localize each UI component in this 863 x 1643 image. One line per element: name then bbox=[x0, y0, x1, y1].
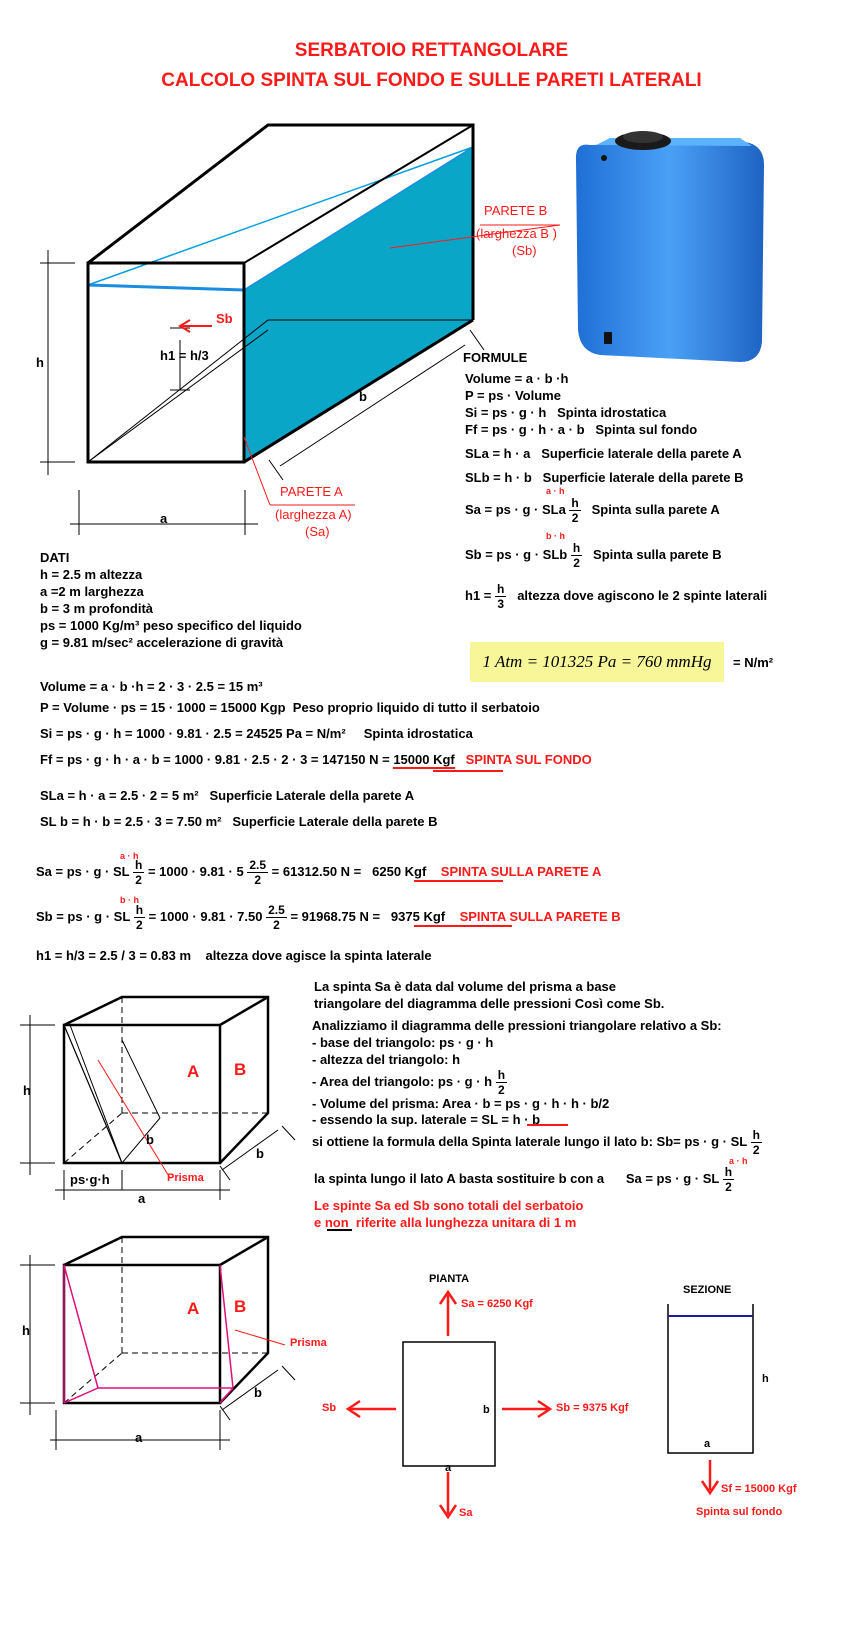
spieg-l9: si ottiene la formula della Spinta laterale lungo il lato b: Sb= ps · g · SL $\frac{h}{2}$ bbox=[312, 1128, 760, 1157]
dati-heading: DATI bbox=[40, 550, 70, 565]
d2-h: h bbox=[23, 1083, 31, 1098]
pianta-sb-left: Sb bbox=[322, 1402, 337, 1414]
calc-sb: Sb = ps · g · SL $\frac{h}{2}$ = 1000 · 9.81 · 7.50 $\frac{2.5}{2}$ = 91968.75 N = 9375 Kgf SPINTA SULLA PARETE B bbox=[36, 903, 621, 932]
sezione-title: SEZIONE bbox=[683, 1284, 732, 1296]
label-larghezza-b: (larghezza B ) bbox=[476, 226, 557, 241]
prism-diagram-3 bbox=[20, 1237, 295, 1450]
sezione-sf: Sf = 15000 Kgf bbox=[721, 1483, 797, 1495]
label-a: a bbox=[160, 511, 168, 526]
calc-ff: Ff = ps · g · h · a · b = 1000 · 9.81 · 2.5 · 2 · 3 = 147150 N = 15000 Kgf SPINTA SUL FONDO bbox=[40, 752, 592, 767]
sezione-a: a bbox=[704, 1438, 711, 1450]
sezione-sf-desc: Spinta sul fondo bbox=[696, 1506, 783, 1518]
prism-diagram-2 bbox=[20, 997, 295, 1200]
calc-sla: SLa = h · a = 2.5 · 2 = 5 m² Superficie Laterale della parete A bbox=[40, 788, 415, 803]
formule-si: Si = ps · g · h Spinta idrostatica bbox=[465, 405, 667, 420]
atm-box: 1 Atm = 101325 Pa = 760 mmHg bbox=[470, 642, 724, 682]
d3-h: h bbox=[22, 1323, 30, 1338]
formule-peso: P = ps · Volume bbox=[465, 388, 561, 403]
label-h1: h1 = h/3 bbox=[160, 348, 209, 363]
d3-B: B bbox=[234, 1297, 247, 1316]
formule-sb-small: b · h bbox=[546, 531, 565, 541]
d2-B: B bbox=[234, 1060, 247, 1079]
d2-b-inner: b bbox=[146, 1132, 154, 1147]
pianta-title: PIANTA bbox=[429, 1273, 470, 1285]
sezione-diagram bbox=[668, 1304, 753, 1493]
d2-A: A bbox=[187, 1062, 200, 1081]
label-b: b bbox=[359, 389, 367, 404]
d3-a: a bbox=[135, 1430, 143, 1445]
calc-sa-small: a · h bbox=[120, 851, 139, 861]
pianta-diagram bbox=[348, 1292, 550, 1517]
spieg-l5: - altezza del triangolo: h bbox=[312, 1052, 461, 1067]
d2-a: a bbox=[138, 1191, 146, 1206]
dati-g: g = 9.81 m/sec² accelerazione di gravità bbox=[40, 635, 284, 650]
d2-prisma: Prisma bbox=[167, 1172, 204, 1184]
calc-si: Si = ps · g · h = 1000 · 9.81 · 2.5 = 24525 Pa = N/m² Spinta idrostatica bbox=[40, 726, 473, 741]
d3-A: A bbox=[187, 1299, 200, 1318]
calc-volume: Volume = a · b ·h = 2 · 3 · 2.5 = 15 m³ bbox=[40, 679, 263, 694]
spieg-l4: - base del triangolo: ps · g · h bbox=[312, 1035, 494, 1050]
pianta-sa-top: Sa = 6250 Kgf bbox=[461, 1298, 533, 1310]
sezione-h: h bbox=[762, 1373, 769, 1385]
dati-ps: ps = 1000 Kg/m³ peso specifico del liquido bbox=[40, 618, 302, 633]
d2-b: b bbox=[256, 1146, 264, 1161]
spieg-red1: Le spinte Sa ed Sb sono totali del serbatoio bbox=[314, 1198, 584, 1213]
pianta-sb-right: Sb = 9375 Kgf bbox=[556, 1402, 629, 1414]
spieg-l10-small: a · h bbox=[729, 1156, 748, 1166]
dati-b: b = 3 m profondità bbox=[40, 601, 154, 616]
atm-unit: = N/m² bbox=[733, 655, 774, 670]
label-parete-a: PARETE A bbox=[280, 484, 343, 499]
calc-slb: SL b = h · b = 2.5 · 3 = 7.50 m² Superficie Laterale della parete B bbox=[40, 814, 438, 829]
formule-h1: h1 = $\frac{h}{3}$ altezza dove agiscono le 2 spinte laterali bbox=[465, 582, 768, 611]
label-sa-paren: (Sa) bbox=[305, 524, 330, 539]
formule-heading: FORMULE bbox=[463, 350, 528, 365]
spieg-l6: - Area del triangolo: ps · g · h $\frac{h}{2}$ bbox=[312, 1068, 506, 1097]
d2-psgh: ps·g·h bbox=[70, 1172, 110, 1187]
pianta-sa-bottom: Sa bbox=[459, 1507, 473, 1519]
label-sb-paren: (Sb) bbox=[512, 243, 537, 258]
d3-b: b bbox=[254, 1385, 262, 1400]
spieg-l7: - Volume del prisma: Area · b = ps · g · h · h · b/2 bbox=[312, 1096, 610, 1111]
formule-sa: Sa = ps · g · SLa $\frac{h}{2}$ Spinta sulla parete A bbox=[465, 496, 720, 525]
d3-prisma: Prisma bbox=[290, 1337, 327, 1349]
spieg-l8: - essendo la sup. laterale = SL = h · b bbox=[312, 1112, 541, 1127]
formule-volume: Volume = a · b ·h bbox=[465, 371, 569, 386]
label-sb-arrow: Sb bbox=[216, 311, 233, 326]
label-parete-b: PARETE B bbox=[484, 203, 548, 218]
calc-peso: P = Volume · ps = 15 · 1000 = 15000 Kgp Peso proprio liquido di tutto il serbatoio bbox=[40, 700, 540, 715]
spieg-red2: e non riferite alla lunghezza unitara di 1 m bbox=[314, 1215, 577, 1230]
dati-a: a =2 m larghezza bbox=[40, 584, 144, 599]
formule-slb: SLb = h · b Superficie laterale della parete B bbox=[465, 470, 744, 485]
formule-sla: SLa = h · a Superficie laterale della parete A bbox=[465, 446, 742, 461]
calc-sa: Sa = ps · g · SL $\frac{h}{2}$ = 1000 · 9.81 · 5 $\frac{2.5}{2}$ = 61312.50 N = 6250 Kgf SPINTA SULLA PARETE A bbox=[36, 858, 602, 887]
pianta-a: a bbox=[445, 1462, 452, 1474]
pianta-b: b bbox=[483, 1404, 490, 1416]
formule-ff: Ff = ps · g · h · a · b Spinta sul fondo bbox=[465, 422, 698, 437]
label-h: h bbox=[36, 355, 44, 370]
label-larghezza-a: (larghezza A) bbox=[275, 507, 352, 522]
calc-h1: h1 = h/3 = 2.5 / 3 = 0.83 m altezza dove agisce la spinta laterale bbox=[36, 948, 432, 963]
dati-h: h = 2.5 m altezza bbox=[40, 567, 143, 582]
formule-sb: Sb = ps · g · SLb $\frac{h}{2}$ Spinta sulla parete B bbox=[465, 541, 722, 570]
spieg-l2: triangolare del diagramma delle pressioni Così come Sb. bbox=[314, 996, 665, 1011]
spieg-l10: la spinta lungo il lato A basta sostituire b con a Sa = ps · g · SL $\frac{h}{2}$ bbox=[314, 1165, 733, 1194]
tank-photo bbox=[576, 131, 764, 362]
spieg-l3: Analizziamo il diagramma delle pressioni triangolare relativo a Sb: bbox=[312, 1018, 722, 1033]
title-line2: CALCOLO SPINTA SUL FONDO E SULLE PARETI LATERALI bbox=[161, 70, 702, 91]
spieg-l1: La spinta Sa è data dal volume del prisma a base bbox=[314, 979, 617, 994]
formule-sa-small: a · h bbox=[546, 486, 565, 496]
calc-sb-small: b · h bbox=[120, 895, 139, 905]
title-line1: SERBATOIO RETTANGOLARE bbox=[294, 40, 569, 61]
